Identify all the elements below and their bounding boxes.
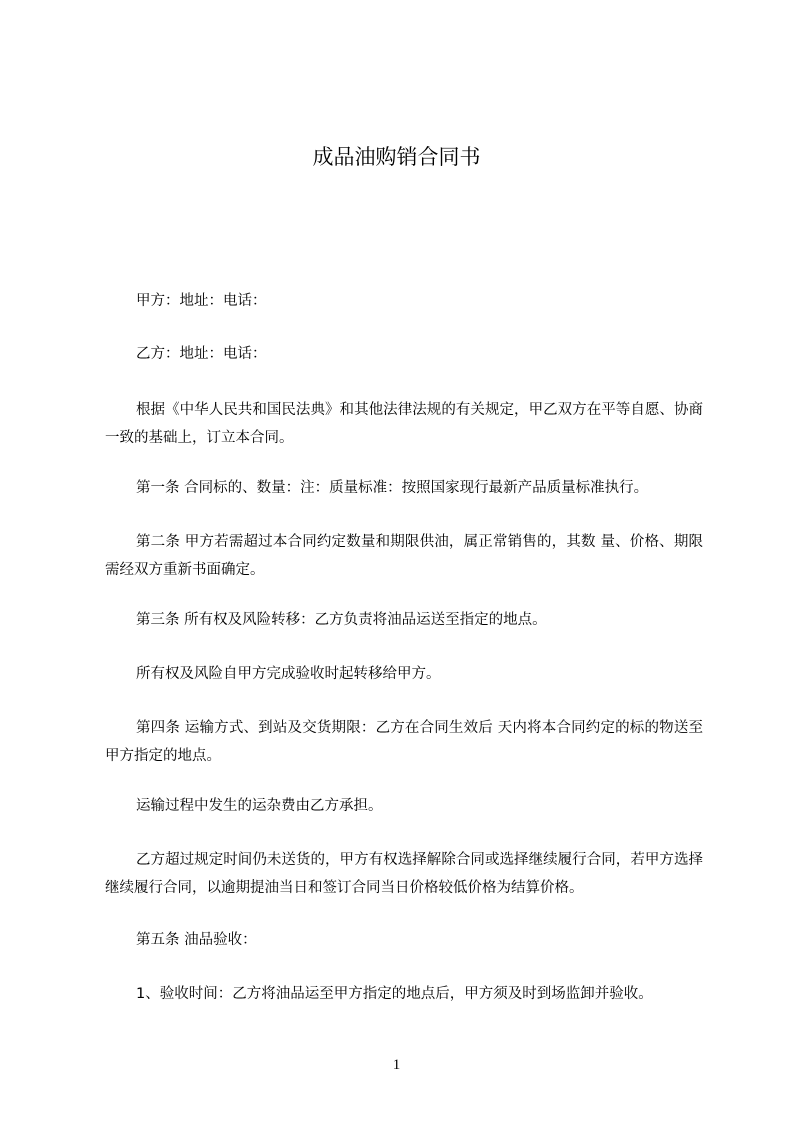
article-2-paragraph: 第二条 甲方若需超过本合同约定数量和期限供油，属正常销售的，其数 量、价格、期限需经双方重新书面确定。 [105,534,703,578]
inspection-time-paragraph: 1、验收时间：乙方将油品运至甲方指定的地点后，甲方须及时到场监卸并验收。 [136,986,653,1002]
page-number: 1 [392,1057,401,1073]
article-4-paragraph: 第四条 运输方式、到站及交货期限：乙方在合同生效后 天内将本合同约定的标的物送至甲方指定的地点。 [105,720,703,764]
late-delivery-paragraph: 乙方超过规定时间仍未送货的，甲方有权选择解除合同或选择继续履行合同，若甲方选择继续履行合同，以逾期提油当日和签订合同当日价格较低价格为结算价格。 [105,852,703,896]
article-3-paragraph: 第三条 所有权及风险转移：乙方负责将油品运送至指定的地点。 [136,612,547,628]
article-5-heading: 第五条 油品验收： [136,932,257,948]
document-title: 成品油购销合同书 [312,145,481,169]
preamble-paragraph: 根据《中华人民共和国民法典》和其他法律法规的有关规定，甲乙双方在平等自愿、协商一致的基础上，订立本合同。 [105,402,703,446]
article-1-paragraph: 第一条 合同标的、数量：注：质量标准：按照国家现行最新产品质量标准执行。 [136,480,649,496]
transport-cost-paragraph: 运输过程中发生的运杂费由乙方承担。 [136,798,383,814]
party-b-line: 乙方：地址：电话： [136,346,267,362]
party-a-line: 甲方：地址：电话： [136,293,267,309]
ownership-transfer-paragraph: 所有权及风险自甲方完成验收时起转移给甲方。 [136,666,441,682]
